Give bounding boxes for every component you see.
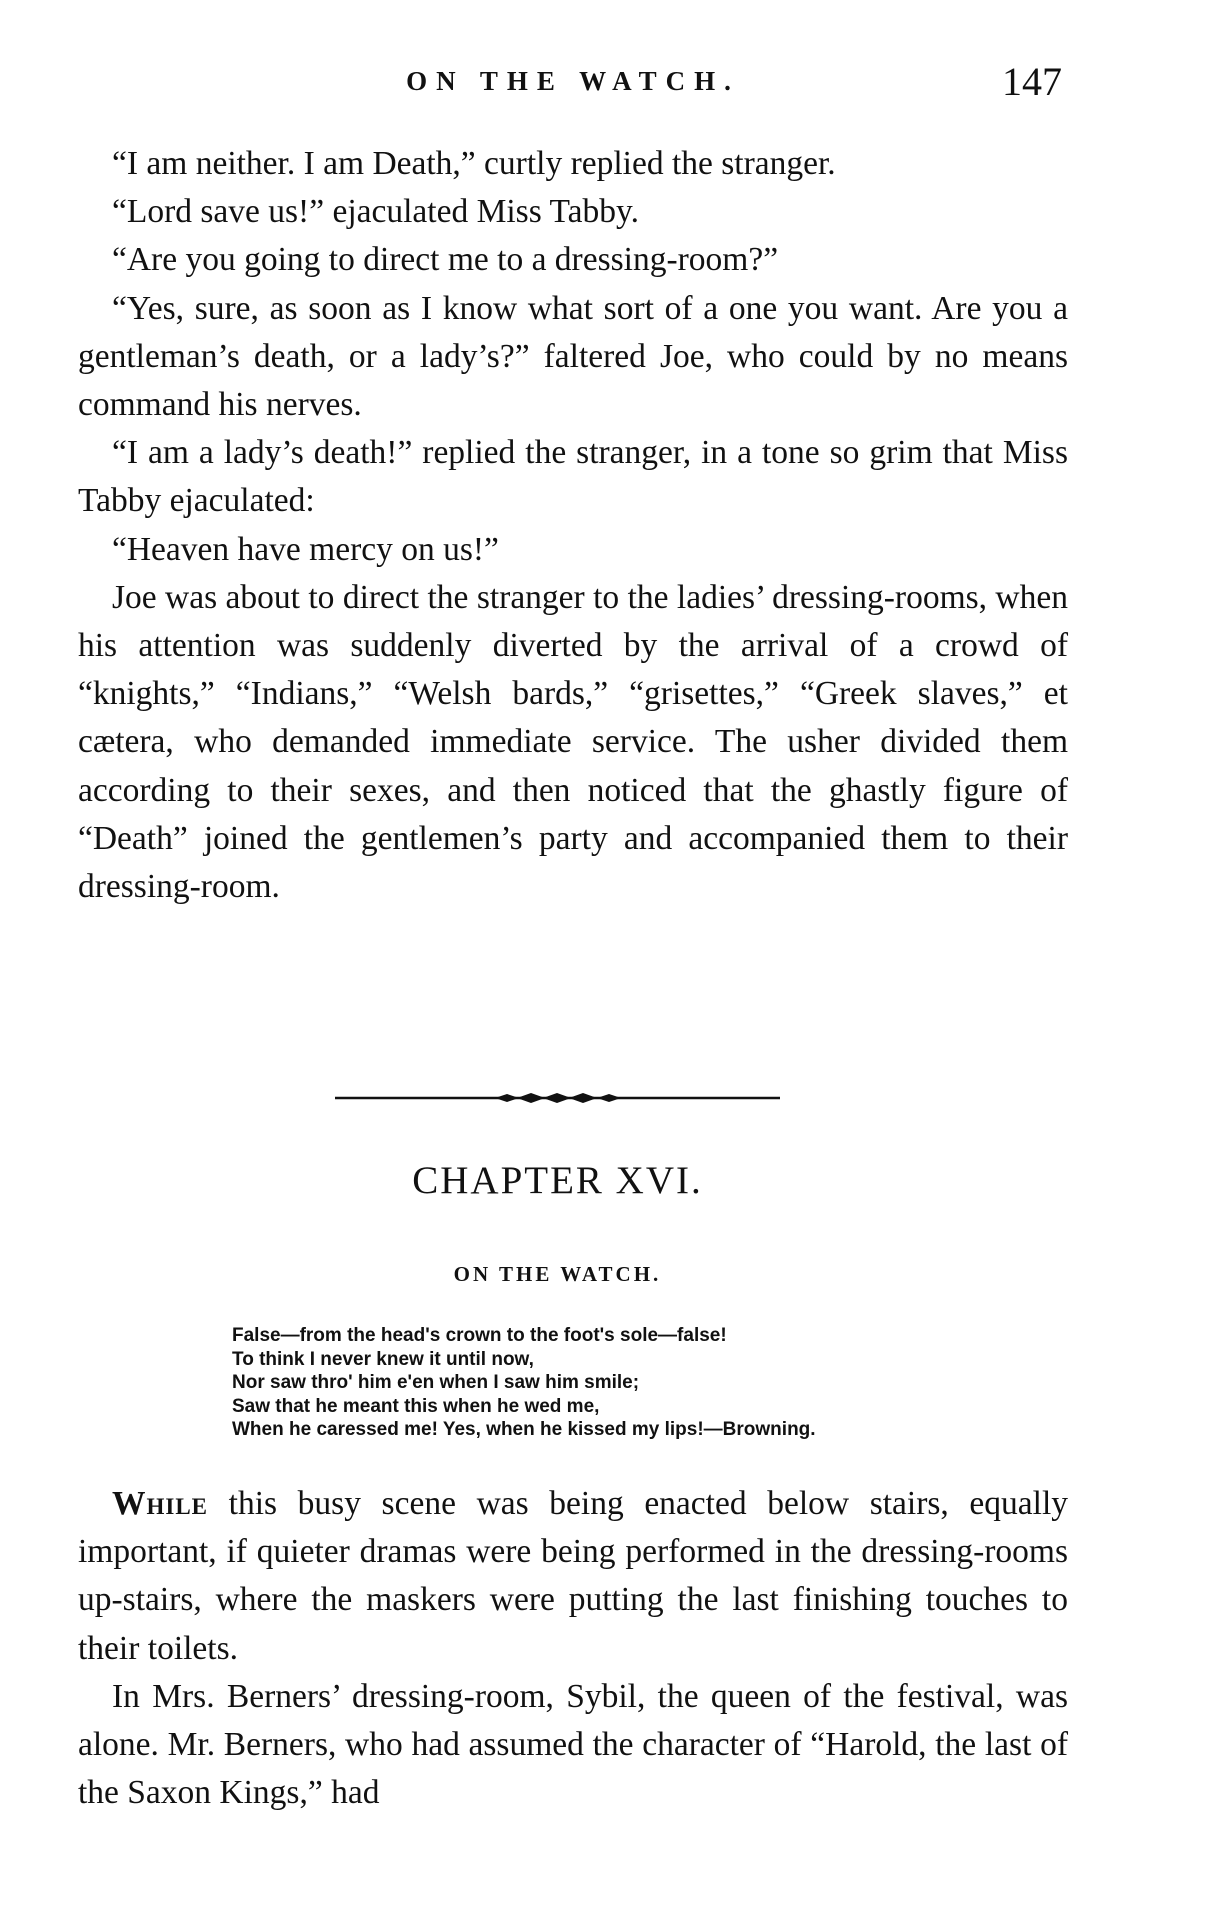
paragraph: “Yes, sure, as soon as I know what sort of a one you want. Are you a gentleman’s death, or a lady’s?” faltered Joe, who could by no means command his nerves. — [78, 289, 1068, 424]
epigraph-line: False—from the head's crown to the foot's sole—false! — [232, 1325, 727, 1346]
paragraph: Joe was about to direct the stranger to the ladies’ dressing-rooms, when his attention was suddenly diverted by the arrival of a crowd of “knights,” “Indians,” “Welsh bards,” “grisettes,” “Greek slaves,” et cætera, who demanded immediate service. The usher divided them according to their sexes, and then noticed that the ghastly figure of “Death” joined the gentlemen’s party and accompanied them to their dressing-room. — [78, 578, 1068, 906]
chapter-subtitle: ON THE WATCH. — [453, 1262, 662, 1286]
paragraph: “Heaven have mercy on us!” — [112, 530, 499, 568]
page-number: 147 — [1002, 59, 1062, 104]
epigraph-line: When he caressed me! Yes, when he kissed my lips!—Browning. — [232, 1419, 816, 1440]
paragraph-text: this busy scene was being enacted below stairs, equally important, if quieter dramas were being performed in the dressing-rooms up-stairs, where the maskers were putting the last finishing touches to their toilets. — [78, 1485, 1068, 1667]
text-block-bottom — [78, 1480, 1068, 1817]
chapter-opening-paragraph — [78, 1480, 1068, 1673]
epigraph-line: Saw that he meant this when he wed me, — [232, 1395, 600, 1417]
paragraph: “Are you going to direct me to a dressing-room?” — [112, 241, 779, 279]
text-block-top — [78, 140, 1068, 911]
paragraph: “Lord save us!” ejaculated Miss Tabby. — [112, 193, 639, 231]
paragraph: “I am a lady’s death!” replied the stranger, in a tone so grim that Miss Tabby ejaculated: — [78, 434, 1068, 520]
epigraph-line: To think I never knew it until now, — [232, 1348, 534, 1370]
epigraph — [232, 1324, 1062, 1442]
running-head — [78, 58, 1068, 108]
lead-word: While — [112, 1485, 209, 1522]
paragraph: “I am neither. I am Death,” curtly replied the stranger. — [112, 145, 836, 182]
paragraph: In Mrs. Berners’ dressing-room, Sybil, the queen of the festival, was alone. Mr. Berners, who had assumed the character of “Harold, the last of the Saxon Kings,” had — [78, 1677, 1068, 1812]
chapter-title: CHAPTER XVI. — [412, 1159, 703, 1202]
section-divider-ornament — [335, 1091, 780, 1105]
running-title: ON THE WATCH. — [406, 66, 740, 96]
epigraph-line: Nor saw thro' him e'en when I saw him smile; — [232, 1372, 640, 1393]
